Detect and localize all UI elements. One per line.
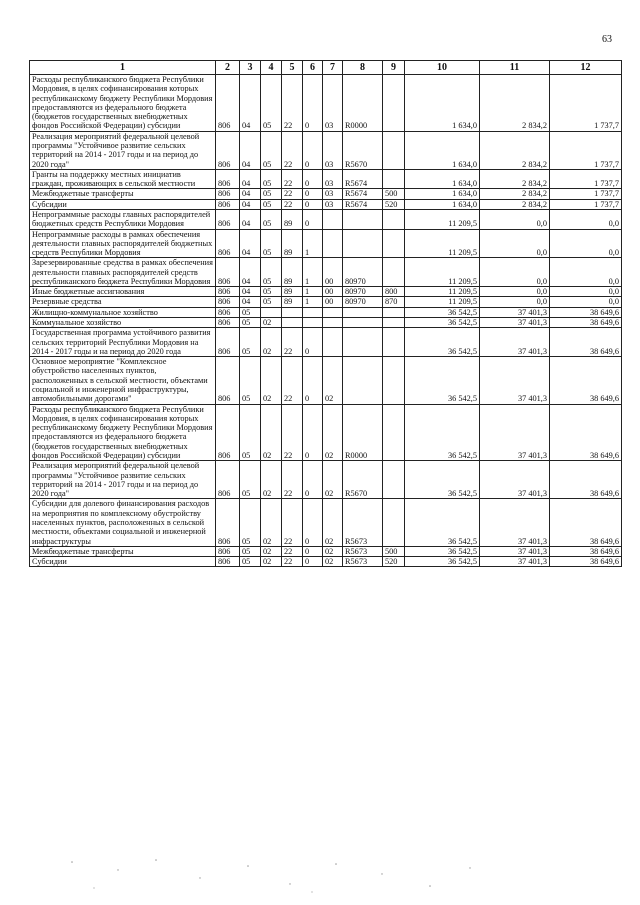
amount-year-1-cell: 11 209,5 bbox=[405, 209, 480, 229]
ministry-code-cell: 806 bbox=[216, 169, 240, 189]
expense-type-cell bbox=[383, 499, 405, 546]
event-code-cell: 03 bbox=[323, 131, 343, 169]
subprogram-code-cell: 0 bbox=[303, 328, 323, 357]
subsection-code-cell: 02 bbox=[261, 499, 282, 546]
program-code-cell: 89 bbox=[282, 258, 303, 287]
amount-year-1-cell: 1 634,0 bbox=[405, 199, 480, 209]
subsection-code-cell: 05 bbox=[261, 131, 282, 169]
amount-year-2-cell: 37 401,3 bbox=[480, 461, 550, 499]
table-row bbox=[30, 75, 622, 132]
table-row bbox=[30, 209, 622, 229]
subsection-code-cell: 05 bbox=[261, 297, 282, 307]
row-name-cell: Гранты на поддержку местных инициатив граждан, проживающих в сельской местности bbox=[30, 169, 216, 189]
amount-year-3-cell: 1 737,7 bbox=[550, 199, 622, 209]
ministry-code-cell: 806 bbox=[216, 461, 240, 499]
ministry-code-cell: 806 bbox=[216, 318, 240, 328]
amount-year-2-cell: 0,0 bbox=[480, 287, 550, 297]
ministry-code-cell: 806 bbox=[216, 546, 240, 556]
amount-year-1-cell: 36 542,5 bbox=[405, 404, 480, 461]
row-name-cell: Иные бюджетные ассигнования bbox=[30, 287, 216, 297]
subsection-code-cell: 05 bbox=[261, 287, 282, 297]
amount-year-3-cell: 38 649,6 bbox=[550, 318, 622, 328]
header-row bbox=[30, 61, 622, 75]
col-header-11: 11 bbox=[480, 61, 550, 75]
subsection-code-cell: 05 bbox=[261, 229, 282, 258]
event-code-cell: 00 bbox=[323, 297, 343, 307]
amount-year-2-cell: 2 834,2 bbox=[480, 131, 550, 169]
amount-year-2-cell: 37 401,3 bbox=[480, 546, 550, 556]
table-row bbox=[30, 499, 622, 546]
row-name-cell: Реализация мероприятий федеральной целевой программы "Устойчивое развитие сельских территорий на 2014 - 2017 годы и на период до 2020 года" bbox=[30, 131, 216, 169]
table-row bbox=[30, 297, 622, 307]
program-code-cell: 22 bbox=[282, 557, 303, 567]
amount-year-1-cell: 11 209,5 bbox=[405, 258, 480, 287]
page-number: 63 bbox=[602, 34, 612, 45]
amount-year-3-cell: 38 649,6 bbox=[550, 328, 622, 357]
ministry-code-cell: 806 bbox=[216, 287, 240, 297]
event-code-cell: 03 bbox=[323, 75, 343, 132]
subsection-code-cell: 05 bbox=[261, 199, 282, 209]
subprogram-code-cell: 0 bbox=[303, 461, 323, 499]
amount-year-3-cell: 38 649,6 bbox=[550, 557, 622, 567]
table-row bbox=[30, 258, 622, 287]
target-code-cell bbox=[343, 229, 383, 258]
subprogram-code-cell: 0 bbox=[303, 499, 323, 546]
table-row bbox=[30, 199, 622, 209]
row-name-cell: Реализация мероприятий федеральной целевой программы "Устойчивое развитие сельских территорий на 2014 - 2017 годы и на период до 2020 года" bbox=[30, 461, 216, 499]
section-code-cell: 04 bbox=[240, 199, 261, 209]
event-code-cell: 02 bbox=[323, 546, 343, 556]
target-code-cell bbox=[343, 328, 383, 357]
subprogram-code-cell bbox=[303, 307, 323, 317]
subsection-code-cell: 02 bbox=[261, 461, 282, 499]
row-name-cell: Непрограммные расходы главных распорядителей бюджетных средств Республики Мордовия bbox=[30, 209, 216, 229]
row-name-cell: Зарезервированные средства в рамках обеспечения деятельности главных распорядителей средств республиканского бюджета Республики Мордовия bbox=[30, 258, 216, 287]
target-code-cell: R5673 bbox=[343, 546, 383, 556]
expense-type-cell: 500 bbox=[383, 189, 405, 199]
event-code-cell bbox=[323, 229, 343, 258]
program-code-cell: 22 bbox=[282, 189, 303, 199]
section-code-cell: 05 bbox=[240, 318, 261, 328]
amount-year-3-cell: 0,0 bbox=[550, 229, 622, 258]
table-row bbox=[30, 131, 622, 169]
target-code-cell: R5674 bbox=[343, 189, 383, 199]
table-row bbox=[30, 328, 622, 357]
col-header-8: 8 bbox=[343, 61, 383, 75]
subsection-code-cell: 02 bbox=[261, 357, 282, 404]
amount-year-3-cell: 38 649,6 bbox=[550, 404, 622, 461]
expense-type-cell bbox=[383, 404, 405, 461]
amount-year-3-cell: 1 737,7 bbox=[550, 169, 622, 189]
section-code-cell: 05 bbox=[240, 307, 261, 317]
subprogram-code-cell: 0 bbox=[303, 189, 323, 199]
target-code-cell: 80970 bbox=[343, 297, 383, 307]
amount-year-1-cell: 11 209,5 bbox=[405, 229, 480, 258]
section-code-cell: 04 bbox=[240, 169, 261, 189]
amount-year-3-cell: 38 649,6 bbox=[550, 357, 622, 404]
table-row bbox=[30, 307, 622, 317]
expense-type-cell bbox=[383, 328, 405, 357]
subprogram-code-cell bbox=[303, 318, 323, 328]
ministry-code-cell: 806 bbox=[216, 199, 240, 209]
col-header-1: 1 bbox=[30, 61, 216, 75]
amount-year-1-cell: 36 542,5 bbox=[405, 557, 480, 567]
event-code-cell: 02 bbox=[323, 461, 343, 499]
ministry-code-cell: 806 bbox=[216, 357, 240, 404]
table-row bbox=[30, 357, 622, 404]
ministry-code-cell: 806 bbox=[216, 307, 240, 317]
expense-type-cell bbox=[383, 357, 405, 404]
amount-year-3-cell: 1 737,7 bbox=[550, 131, 622, 169]
table-row bbox=[30, 229, 622, 258]
subprogram-code-cell: 0 bbox=[303, 557, 323, 567]
amount-year-3-cell: 1 737,7 bbox=[550, 75, 622, 132]
row-name-cell: Непрограммные расходы в рамках обеспечения деятельности главных распорядителей бюджетных средств Республики Мордовия bbox=[30, 229, 216, 258]
amount-year-1-cell: 36 542,5 bbox=[405, 499, 480, 546]
amount-year-1-cell: 36 542,5 bbox=[405, 328, 480, 357]
ministry-code-cell: 806 bbox=[216, 404, 240, 461]
amount-year-1-cell: 36 542,5 bbox=[405, 357, 480, 404]
subsection-code-cell: 02 bbox=[261, 318, 282, 328]
ministry-code-cell: 806 bbox=[216, 328, 240, 357]
row-name-cell: Субсидии bbox=[30, 557, 216, 567]
amount-year-1-cell: 36 542,5 bbox=[405, 307, 480, 317]
target-code-cell: 80970 bbox=[343, 287, 383, 297]
subsection-code-cell: 05 bbox=[261, 209, 282, 229]
amount-year-1-cell: 11 209,5 bbox=[405, 287, 480, 297]
event-code-cell bbox=[323, 318, 343, 328]
section-code-cell: 05 bbox=[240, 461, 261, 499]
ministry-code-cell: 806 bbox=[216, 258, 240, 287]
program-code-cell: 89 bbox=[282, 287, 303, 297]
table-row bbox=[30, 461, 622, 499]
amount-year-2-cell: 37 401,3 bbox=[480, 557, 550, 567]
subprogram-code-cell: 1 bbox=[303, 297, 323, 307]
event-code-cell bbox=[323, 209, 343, 229]
amount-year-3-cell: 0,0 bbox=[550, 287, 622, 297]
row-name-cell: Жилищно-коммунальное хозяйство bbox=[30, 307, 216, 317]
event-code-cell: 02 bbox=[323, 404, 343, 461]
event-code-cell bbox=[323, 307, 343, 317]
section-code-cell: 05 bbox=[240, 328, 261, 357]
row-name-cell: Расходы республиканского бюджета Республики Мордовия, в целях софинансирования которых республиканскому бюджету Республики Мордовия предоставляются из федерального бюджета (бюджетов государственных внебюджетных фондов Российской Федерации) субсидии bbox=[30, 404, 216, 461]
amount-year-2-cell: 0,0 bbox=[480, 229, 550, 258]
col-header-3: 3 bbox=[240, 61, 261, 75]
event-code-cell: 03 bbox=[323, 199, 343, 209]
amount-year-2-cell: 0,0 bbox=[480, 297, 550, 307]
col-header-2: 2 bbox=[216, 61, 240, 75]
amount-year-1-cell: 36 542,5 bbox=[405, 546, 480, 556]
section-code-cell: 05 bbox=[240, 557, 261, 567]
amount-year-2-cell: 0,0 bbox=[480, 258, 550, 287]
section-code-cell: 04 bbox=[240, 258, 261, 287]
target-code-cell bbox=[343, 357, 383, 404]
col-header-7: 7 bbox=[323, 61, 343, 75]
expense-type-cell: 800 bbox=[383, 287, 405, 297]
table-row bbox=[30, 318, 622, 328]
program-code-cell: 22 bbox=[282, 199, 303, 209]
amount-year-2-cell: 2 834,2 bbox=[480, 199, 550, 209]
amount-year-3-cell: 38 649,6 bbox=[550, 499, 622, 546]
expense-type-cell bbox=[383, 461, 405, 499]
amount-year-3-cell: 38 649,6 bbox=[550, 307, 622, 317]
row-name-cell: Государственная программа устойчивого развития сельских территорий Республики Мордовия на 2014 - 2017 годы и на период до 2020 года bbox=[30, 328, 216, 357]
section-code-cell: 04 bbox=[240, 287, 261, 297]
subprogram-code-cell: 0 bbox=[303, 404, 323, 461]
target-code-cell bbox=[343, 307, 383, 317]
col-header-5: 5 bbox=[282, 61, 303, 75]
budget-table bbox=[29, 60, 622, 567]
ministry-code-cell: 806 bbox=[216, 131, 240, 169]
table-row bbox=[30, 287, 622, 297]
ministry-code-cell: 806 bbox=[216, 75, 240, 132]
program-code-cell bbox=[282, 318, 303, 328]
program-code-cell: 22 bbox=[282, 75, 303, 132]
program-code-cell: 22 bbox=[282, 546, 303, 556]
amount-year-2-cell: 37 401,3 bbox=[480, 307, 550, 317]
subsection-code-cell: 05 bbox=[261, 189, 282, 199]
event-code-cell: 03 bbox=[323, 169, 343, 189]
subprogram-code-cell: 1 bbox=[303, 287, 323, 297]
amount-year-2-cell: 2 834,2 bbox=[480, 169, 550, 189]
expense-type-cell bbox=[383, 318, 405, 328]
row-name-cell: Расходы республиканского бюджета Республики Мордовия, в целях софинансирования которых республиканскому бюджету Республики Мордовия предоставляются из федерального бюджета (бюджетов государственных внебюджетных фондов Российской Федерации) субсидии bbox=[30, 75, 216, 132]
event-code-cell: 02 bbox=[323, 357, 343, 404]
row-name-cell: Межбюджетные трансферты bbox=[30, 546, 216, 556]
amount-year-3-cell: 1 737,7 bbox=[550, 189, 622, 199]
event-code-cell: 02 bbox=[323, 557, 343, 567]
subsection-code-cell bbox=[261, 307, 282, 317]
ministry-code-cell: 806 bbox=[216, 209, 240, 229]
subsection-code-cell: 02 bbox=[261, 557, 282, 567]
expense-type-cell bbox=[383, 75, 405, 132]
expense-type-cell bbox=[383, 229, 405, 258]
subprogram-code-cell: 0 bbox=[303, 199, 323, 209]
event-code-cell: 03 bbox=[323, 189, 343, 199]
expense-type-cell: 500 bbox=[383, 546, 405, 556]
amount-year-2-cell: 2 834,2 bbox=[480, 189, 550, 199]
section-code-cell: 04 bbox=[240, 131, 261, 169]
subsection-code-cell: 05 bbox=[261, 258, 282, 287]
program-code-cell: 22 bbox=[282, 131, 303, 169]
target-code-cell: R0000 bbox=[343, 75, 383, 132]
section-code-cell: 05 bbox=[240, 546, 261, 556]
program-code-cell: 22 bbox=[282, 328, 303, 357]
subprogram-code-cell: 1 bbox=[303, 258, 323, 287]
expense-type-cell bbox=[383, 131, 405, 169]
target-code-cell: R5674 bbox=[343, 199, 383, 209]
amount-year-1-cell: 1 634,0 bbox=[405, 189, 480, 199]
amount-year-1-cell: 1 634,0 bbox=[405, 131, 480, 169]
amount-year-2-cell: 37 401,3 bbox=[480, 328, 550, 357]
section-code-cell: 04 bbox=[240, 75, 261, 132]
expense-type-cell: 520 bbox=[383, 199, 405, 209]
subsection-code-cell: 05 bbox=[261, 169, 282, 189]
scan-noise-dots bbox=[60, 856, 500, 896]
program-code-cell: 89 bbox=[282, 209, 303, 229]
subprogram-code-cell: 0 bbox=[303, 75, 323, 132]
event-code-cell: 00 bbox=[323, 258, 343, 287]
section-code-cell: 04 bbox=[240, 189, 261, 199]
subprogram-code-cell: 0 bbox=[303, 209, 323, 229]
subprogram-code-cell: 0 bbox=[303, 131, 323, 169]
section-code-cell: 04 bbox=[240, 229, 261, 258]
table-body bbox=[30, 75, 622, 567]
amount-year-3-cell: 0,0 bbox=[550, 258, 622, 287]
section-code-cell: 04 bbox=[240, 297, 261, 307]
ministry-code-cell: 806 bbox=[216, 229, 240, 258]
col-header-9: 9 bbox=[383, 61, 405, 75]
target-code-cell: R5674 bbox=[343, 169, 383, 189]
amount-year-1-cell: 36 542,5 bbox=[405, 461, 480, 499]
program-code-cell bbox=[282, 307, 303, 317]
amount-year-3-cell: 0,0 bbox=[550, 297, 622, 307]
subprogram-code-cell: 0 bbox=[303, 169, 323, 189]
table-row bbox=[30, 189, 622, 199]
subprogram-code-cell: 0 bbox=[303, 546, 323, 556]
row-name-cell: Коммунальное хозяйство bbox=[30, 318, 216, 328]
program-code-cell: 22 bbox=[282, 461, 303, 499]
program-code-cell: 22 bbox=[282, 499, 303, 546]
event-code-cell bbox=[323, 328, 343, 357]
row-name-cell: Межбюджетные трансферты bbox=[30, 189, 216, 199]
section-code-cell: 05 bbox=[240, 357, 261, 404]
expense-type-cell bbox=[383, 307, 405, 317]
amount-year-3-cell: 38 649,6 bbox=[550, 546, 622, 556]
target-code-cell: 80970 bbox=[343, 258, 383, 287]
section-code-cell: 04 bbox=[240, 209, 261, 229]
expense-type-cell: 870 bbox=[383, 297, 405, 307]
amount-year-1-cell: 1 634,0 bbox=[405, 75, 480, 132]
amount-year-1-cell: 1 634,0 bbox=[405, 169, 480, 189]
row-name-cell: Субсидии для долевого финансирования расходов на мероприятия по комплексному обустройству населенных пунктов, расположенных в сельской местности, объектами социальной и инженерной инфраструктуры bbox=[30, 499, 216, 546]
amount-year-1-cell: 11 209,5 bbox=[405, 297, 480, 307]
target-code-cell: R5670 bbox=[343, 131, 383, 169]
target-code-cell bbox=[343, 318, 383, 328]
amount-year-2-cell: 37 401,3 bbox=[480, 357, 550, 404]
table-row bbox=[30, 557, 622, 567]
table-row bbox=[30, 546, 622, 556]
row-name-cell: Субсидии bbox=[30, 199, 216, 209]
target-code-cell: R0000 bbox=[343, 404, 383, 461]
program-code-cell: 22 bbox=[282, 169, 303, 189]
amount-year-1-cell: 36 542,5 bbox=[405, 318, 480, 328]
amount-year-2-cell: 37 401,3 bbox=[480, 499, 550, 546]
subsection-code-cell: 05 bbox=[261, 75, 282, 132]
expense-type-cell bbox=[383, 169, 405, 189]
subprogram-code-cell: 0 bbox=[303, 357, 323, 404]
event-code-cell: 02 bbox=[323, 499, 343, 546]
subsection-code-cell: 02 bbox=[261, 404, 282, 461]
target-code-cell: R5673 bbox=[343, 499, 383, 546]
table-row bbox=[30, 404, 622, 461]
col-header-10: 10 bbox=[405, 61, 480, 75]
program-code-cell: 22 bbox=[282, 404, 303, 461]
section-code-cell: 05 bbox=[240, 404, 261, 461]
ministry-code-cell: 806 bbox=[216, 499, 240, 546]
expense-type-cell bbox=[383, 258, 405, 287]
ministry-code-cell: 806 bbox=[216, 297, 240, 307]
row-name-cell: Резервные средства bbox=[30, 297, 216, 307]
subsection-code-cell: 02 bbox=[261, 546, 282, 556]
amount-year-2-cell: 2 834,2 bbox=[480, 75, 550, 132]
program-code-cell: 22 bbox=[282, 357, 303, 404]
expense-type-cell bbox=[383, 209, 405, 229]
amount-year-3-cell: 38 649,6 bbox=[550, 461, 622, 499]
subsection-code-cell: 02 bbox=[261, 328, 282, 357]
target-code-cell: R5673 bbox=[343, 557, 383, 567]
target-code-cell bbox=[343, 209, 383, 229]
ministry-code-cell: 806 bbox=[216, 189, 240, 199]
section-code-cell: 05 bbox=[240, 499, 261, 546]
table-row bbox=[30, 169, 622, 189]
col-header-4: 4 bbox=[261, 61, 282, 75]
program-code-cell: 89 bbox=[282, 297, 303, 307]
target-code-cell: R5670 bbox=[343, 461, 383, 499]
subprogram-code-cell: 1 bbox=[303, 229, 323, 258]
col-header-12: 12 bbox=[550, 61, 622, 75]
expense-type-cell: 520 bbox=[383, 557, 405, 567]
event-code-cell: 00 bbox=[323, 287, 343, 297]
ministry-code-cell: 806 bbox=[216, 557, 240, 567]
amount-year-2-cell: 37 401,3 bbox=[480, 318, 550, 328]
col-header-6: 6 bbox=[303, 61, 323, 75]
row-name-cell: Основное мероприятие "Комплексное обустройство населенных пунктов, расположенных в сельской местности, объектами социальной и инженерной инфраструктуры, автомобильными дорогами" bbox=[30, 357, 216, 404]
program-code-cell: 89 bbox=[282, 229, 303, 258]
amount-year-3-cell: 0,0 bbox=[550, 209, 622, 229]
amount-year-2-cell: 37 401,3 bbox=[480, 404, 550, 461]
amount-year-2-cell: 0,0 bbox=[480, 209, 550, 229]
